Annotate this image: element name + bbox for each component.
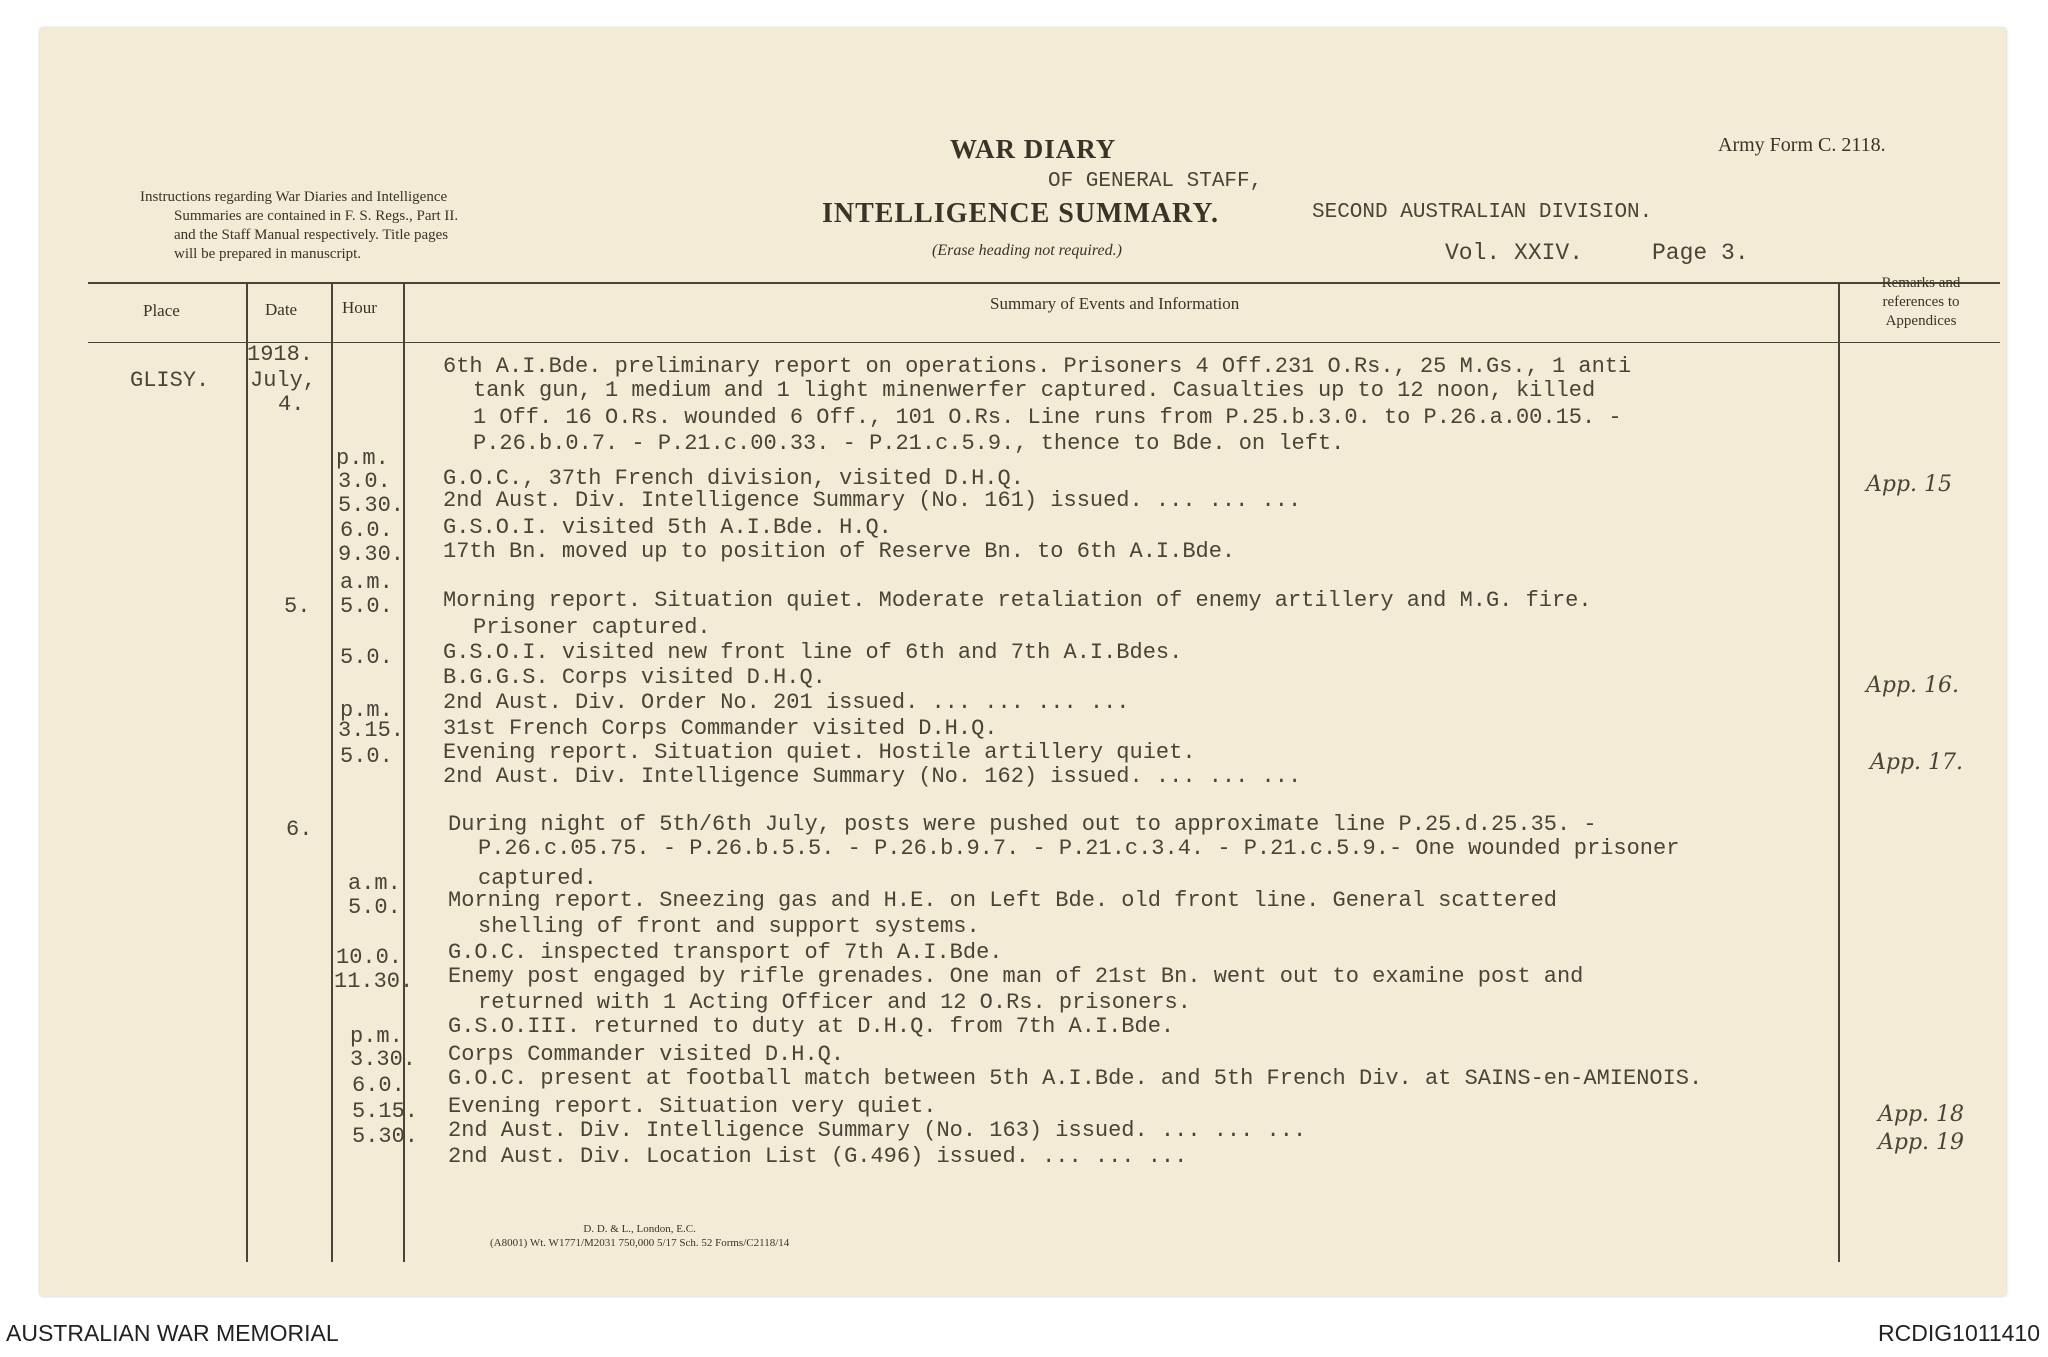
instructions-block [140, 188, 458, 264]
printer-imprint [490, 1222, 789, 1250]
appendix-reference: App. 16. [1866, 673, 1960, 698]
place-cell: GLISY. [130, 368, 210, 393]
hour-cell: 5.30. [338, 493, 405, 518]
hour-cell: 11.30. [334, 969, 414, 994]
footer-identifier: RCDIG1011410 [1878, 1320, 2040, 1346]
hour-cell: 5.15. [352, 1099, 419, 1124]
summary-line: G.O.C. present at football match between 5th A.I.Bde. and 5th French Div. at SAINS-en-AMIENOIS. [448, 1066, 1703, 1091]
remarks-header-line: references to [1882, 294, 1960, 310]
summary-line: P.26.b.0.7. - P.21.c.00.33. - P.21.c.5.9., thence to Bde. on left. [473, 431, 1345, 456]
hour-cell: 5.0. [348, 895, 401, 920]
summary-line: 1 Off. 16 O.Rs. wounded 6 Off., 101 O.Rs. Line runs from P.25.b.3.0. to P.26.a.00.15. - [473, 405, 1622, 430]
summary-line: Enemy post engaged by rifle grenades. One man of 21st Bn. went out to examine post and [448, 964, 1584, 989]
column-header-remarks [1846, 274, 1996, 331]
remarks-header-line: Remarks and [1881, 275, 1961, 291]
summary-line: During night of 5th/6th July, posts were pushed out to approximate line P.25.d.25.35. - [448, 812, 1597, 837]
summary-line: 31st French Corps Commander visited D.H.Q. [443, 716, 998, 741]
summary-line: 2nd Aust. Div. Intelligence Summary (No. 163) issued. ... ... ... [448, 1118, 1307, 1143]
summary-line: 17th Bn. moved up to position of Reserve Bn. to 6th A.I.Bde. [443, 539, 1236, 564]
hour-cell: 10.0. [336, 945, 403, 970]
summary-line: G.O.C., 37th French division, visited D.H.Q. [443, 466, 1024, 491]
hour-cell: 5.0. [340, 594, 393, 619]
hour-cell: p.m. [350, 1024, 403, 1049]
volume-number: Vol. XXIV. [1445, 240, 1584, 266]
instructions-line: Summaries are contained in F. S. Regs., Part II. [174, 208, 459, 224]
hour-cell: 6.0. [340, 518, 393, 543]
column-divider [1838, 282, 1840, 1262]
document-subtitle: INTELLIGENCE SUMMARY. [822, 198, 1220, 229]
appendix-reference: App. 18 [1878, 1102, 1965, 1127]
date-cell: 5. [284, 594, 311, 619]
summary-line: P.26.c.05.75. - P.26.b.5.5. - P.26.b.9.7. - P.21.c.3.4. - P.21.c.5.9.- One wounded prisoner [478, 836, 1680, 861]
summary-line: G.O.C. inspected transport of 7th A.I.Bde. [448, 940, 1003, 965]
summary-line: Evening report. Situation very quiet. [448, 1094, 937, 1119]
date-cell: July, [250, 368, 317, 393]
column-header-date: Date [265, 300, 298, 319]
summary-line: shelling of front and support systems. [478, 914, 980, 939]
hour-cell: 3.0. [338, 469, 391, 494]
hour-cell: 5.30. [352, 1124, 419, 1149]
date-cell: 6. [286, 817, 313, 842]
hour-cell: p.m. [340, 698, 393, 723]
summary-line: Prisoner captured. [473, 615, 711, 640]
hour-cell: 3.30. [350, 1047, 417, 1072]
summary-line: 6th A.I.Bde. preliminary report on operations. Prisoners 4 Off.231 O.Rs., 25 M.Gs., 1 anti [443, 354, 1632, 379]
header-bottom-rule [88, 342, 2000, 343]
summary-line: G.S.O.III. returned to duty at D.H.Q. from 7th A.I.Bde. [448, 1014, 1175, 1039]
hour-cell: a.m. [340, 570, 393, 595]
hour-cell: 9.30. [338, 542, 405, 567]
summary-line: 2nd Aust. Div. Intelligence Summary (No. 162) issued. ... ... ... [443, 764, 1302, 789]
instructions-line: and the Staff Manual respectively. Title pages [174, 227, 449, 243]
appendix-reference: App. 19 [1878, 1130, 1965, 1155]
division-name: SECOND AUSTRALIAN DIVISION. [1312, 201, 1653, 224]
summary-line: 2nd Aust. Div. Location List (G.496) issued. ... ... ... [448, 1144, 1188, 1169]
imprint-line: (A8001) Wt. W1771/M2031 750,000 5/17 Sch. 52 Forms/C2118/14 [490, 1237, 790, 1249]
column-header-place: Place [143, 301, 180, 320]
summary-line: B.G.G.S. Corps visited D.H.Q. [443, 665, 826, 690]
summary-line: 2nd Aust. Div. Order No. 201 issued. ... ... ... ... [443, 690, 1130, 715]
summary-line: Evening report. Situation quiet. Hostile artillery quiet. [443, 740, 1196, 765]
appendix-reference: App. 15 [1866, 472, 1953, 497]
summary-line: returned with 1 Acting Officer and 12 O.Rs. prisoners. [478, 990, 1191, 1015]
remarks-header-line: Appendices [1885, 313, 1957, 329]
document-title: WAR DIARY [950, 134, 1117, 164]
summary-line: tank gun, 1 medium and 1 light minenwerfer captured. Casualties up to 12 noon, killed [473, 378, 1596, 403]
column-header-hour: Hour [342, 298, 377, 317]
footer-source: AUSTRALIAN WAR MEMORIAL [6, 1320, 339, 1346]
summary-line: G.S.O.I. visited 5th A.I.Bde. H.Q. [443, 515, 892, 540]
hour-cell: 6.0. [352, 1073, 405, 1098]
hour-cell: 3.15. [338, 718, 405, 743]
staff-line: OF GENERAL STAFF, [1048, 170, 1263, 193]
hour-cell: p.m. [336, 446, 389, 471]
summary-line: Morning report. Situation quiet. Moderate retaliation of enemy artillery and M.G. fire. [443, 588, 1592, 613]
instructions-line: Instructions regarding War Diaries and Intelligence [140, 189, 448, 205]
column-divider [331, 282, 333, 1262]
instructions-line: will be prepared in manuscript. [174, 246, 362, 262]
summary-line: Morning report. Sneezing gas and H.E. on Left Bde. old front line. General scattered [448, 888, 1557, 913]
page-number: Page 3. [1652, 240, 1749, 266]
date-cell: 1918. [247, 342, 314, 367]
hour-cell: 5.0. [340, 744, 393, 769]
army-form-number: Army Form C. 2118. [1718, 134, 1886, 156]
summary-line: captured. [478, 866, 597, 891]
summary-line: Corps Commander visited D.H.Q. [448, 1042, 845, 1067]
column-header-summary: Summary of Events and Information [990, 294, 1240, 313]
table-top-rule [88, 282, 2000, 284]
erase-note: (Erase heading not required.) [932, 242, 1122, 259]
hour-cell: a.m. [348, 871, 401, 896]
hour-cell: 5.0. [340, 645, 393, 670]
appendix-reference: App. 17. [1870, 750, 1964, 775]
summary-line: 2nd Aust. Div. Intelligence Summary (No. 161) issued. ... ... ... [443, 488, 1302, 513]
imprint-line: D. D. & L., London, E.C. [583, 1223, 696, 1235]
column-divider [246, 282, 248, 1262]
summary-line: G.S.O.I. visited new front line of 6th and 7th A.I.Bdes. [443, 640, 1183, 665]
date-cell: 4. [278, 392, 305, 417]
